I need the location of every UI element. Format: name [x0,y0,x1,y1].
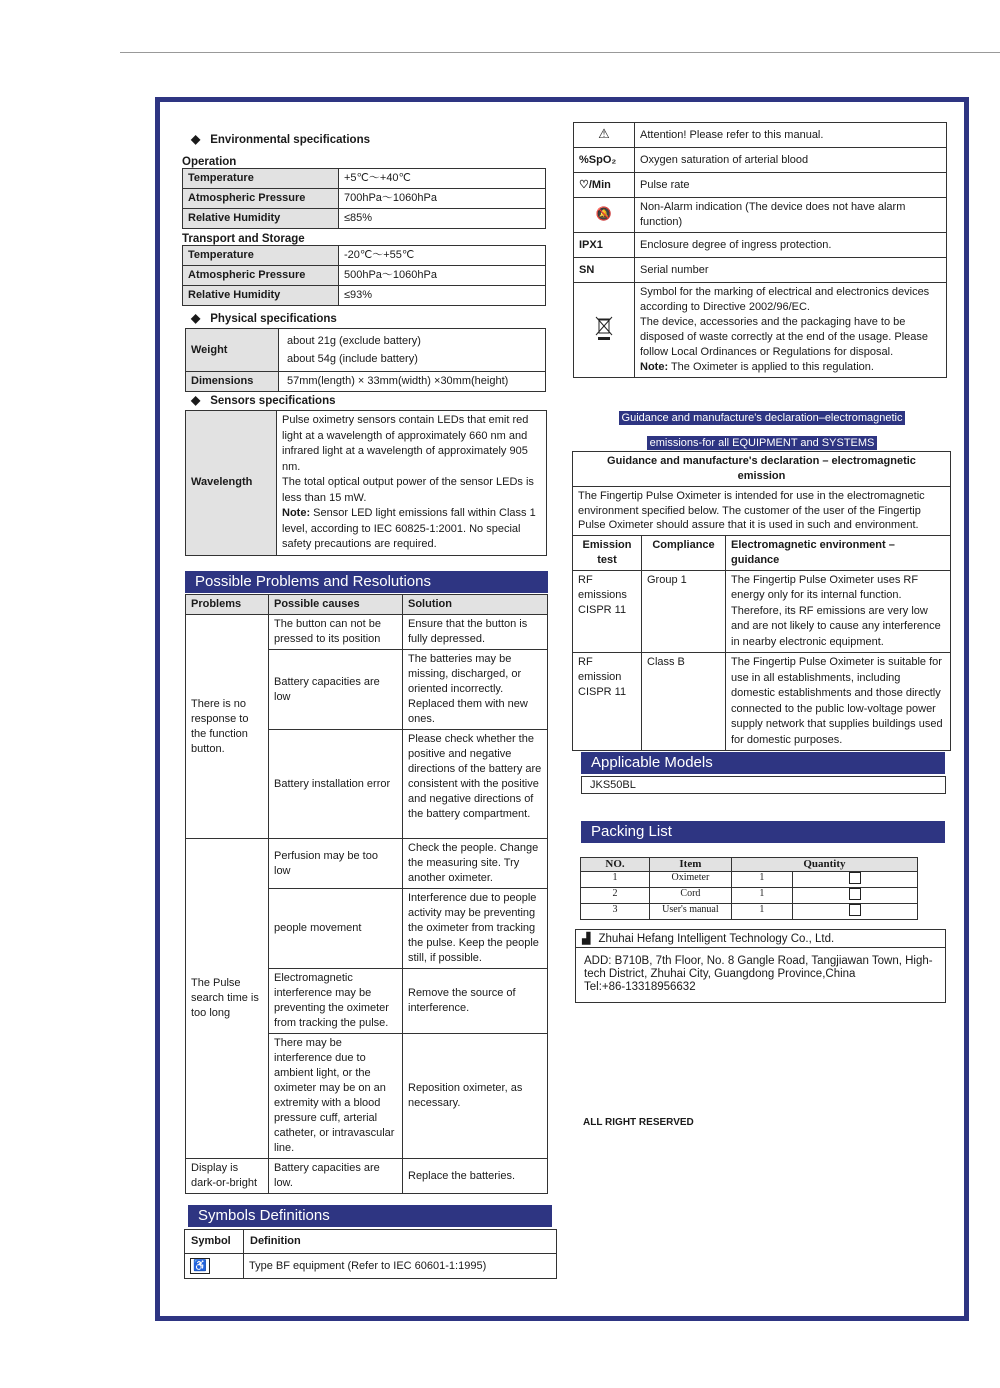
problem-display: Display is dark-or-bright [186,1159,269,1194]
emc-table: Guidance and manufacture's declaration – electromagnetic emission The Fingertip Pulse Oximeter is intended for use in the electromagnetic environment specified below. The customer of the user of the Fingertip Pulse Oximeter should assure that it is used in such and environment. Emission test Compliance Electromagnetic environment – guidance RF emissions CISPR 11 Group 1 The Fingertip Pulse Oximeter uses RF energy only for its internal function. Therefore, its RF emissions are very low and are not likely to cause any interference in nearby electronic equipment. RF emission CISPR 11 Class B The Fingertip Pulse Oximeter is suitable for use in all establishments, including domestic establishments and those directly connected to the public low-voltage power supply network that supplies buildings used for domestic purposes. [572,451,951,751]
physical-spec-heading: ◆ Physical specifications [191,311,337,325]
diamond-bullet-icon: ◆ [191,132,201,146]
packing-table: NO. Item Quantity 1 Oximeter 1 2 Cord 1 3 User's manual 1 [580,857,918,920]
problems-table: Problems Possible causes Solution There is no response to the function button. The button can not be pressed to its position Ensure that the button is fully depressed. Battery capacities are low The batteries may be missing, discharged, or oriented incorrectly. Replaced them with new ones. Battery installation error Please check whether the positive and negative directions of the battery are consistent with the positive and negative directions of the battery compartment. The Pulse search time is too long Perfusion may be too low Check the people. Change the measuring site. Try another oximeter. people movement Interference due to people activity may be preventing the oximeter from tracking the pulse. Keep the people still, if possible. Electromagnetic interference may be preventing the oximeter from tracking the pulse. Remove the source of interference. There may be interference due to ambient light, or the oximeter may be on an extremity with a blood pressure cuff, arterial catheter, or intravascular line. Reposition oximeter, as necessary. Display is dark-or-bright Battery capacities are low. Replace the batteries. [185,594,548,1194]
warning-triangle-icon: ⚠ [598,126,610,141]
no-alarm-icon: 🔕 [595,206,613,221]
quantity-checkbox[interactable] [849,904,861,916]
company-tel: Tel:+86-13318956632 [584,981,696,993]
problem-no-response: There is no response to the function button. [186,615,269,839]
problems-banner: Possible Problems and Resolutions [185,571,548,593]
transport-label: Transport and Storage [182,233,305,245]
models-banner: Applicable Models [581,752,945,774]
transport-table: Temperature -20℃～+55℃ Atmospheric Pressure 500hPa～1060hPa Relative Humidity ≤93% [182,245,546,306]
symbols-def-table: Symbol Definition ♿ Type BF equipment (Refer to IEC 60601-1:1995) [184,1229,557,1279]
sensors-table: Wavelength Pulse oximetry sensors contain LEDs that emit red light at a wavelength of approximately 660 nm and infrared light at a wavelength of approximately 905 nm. The total optical output power of the sensor LEDs is less than 15 mW. Note: Sensor LED light emissions fall within Class 1 level, according to IEC 60825-1:2001. No special safety precautions are required. [185,410,547,556]
model-value: JKS50BL [581,776,946,794]
scan-edge-line [120,52,1000,53]
env-spec-heading: ◆ Environmental specifications [191,132,370,146]
packing-banner: Packing List [581,821,945,843]
quantity-checkbox[interactable] [849,888,861,900]
type-bf-icon: ♿ [190,1258,210,1274]
physical-table: Weight about 21g (exclude battery) about 54g (include battery) Dimensions 57mm(length) × 33mm(width) ×30mm(height) [185,328,546,392]
symbols-table: ⚠ Attention! Please refer to this manual. %SpO₂ Oxygen saturation of arterial blood ♡/Min Pulse rate 🔕 Non-Alarm indication (The device does not have alarm function) IPX1 Enclosure degree of ingress protection. SN Serial number Symbol for the marking of electrical and electronics devices according to Directive 2002/96/EC. The device, accessories and the packaging have to be disposed of waste correctly at the end of the usage. Please follow Local Ordinances or Regulations for disposal. Note: The Oximeter is applied to this regulation. [573,122,947,378]
company-box [575,929,946,1003]
quantity-checkbox[interactable] [849,872,861,884]
crossed-bin-icon [595,315,613,341]
symbols-banner: Symbols Definitions [188,1205,552,1227]
emc-highlight-heading: Guidance and manufacture's declaration–electromagnetic emissions-for all EQUIPMENT and SYSTEMS [572,405,952,455]
factory-icon: ▟ [582,933,591,945]
diamond-bullet-icon: ◆ [191,311,201,325]
company-address: ADD: B710B, 7th Floor, No. 8 Gangle Road, Tangjiawan Town, High-tech District, Zhuhai City, Guangdong Province,China [584,955,933,980]
copyright-footer: ALL RIGHT RESERVED [583,1117,694,1128]
operation-table: Temperature +5℃～+40℃ Atmospheric Pressure 700hPa～1060hPa Relative Humidity ≤85% [182,168,546,229]
diamond-bullet-icon: ◆ [191,393,201,407]
operation-label: Operation [182,156,237,168]
company-name: Zhuhai Hefang Intelligent Technology Co., Ltd. [598,933,835,945]
sensors-spec-heading: ◆ Sensors specifications [191,393,336,407]
problem-search-time: The Pulse search time is too long [186,839,269,1159]
